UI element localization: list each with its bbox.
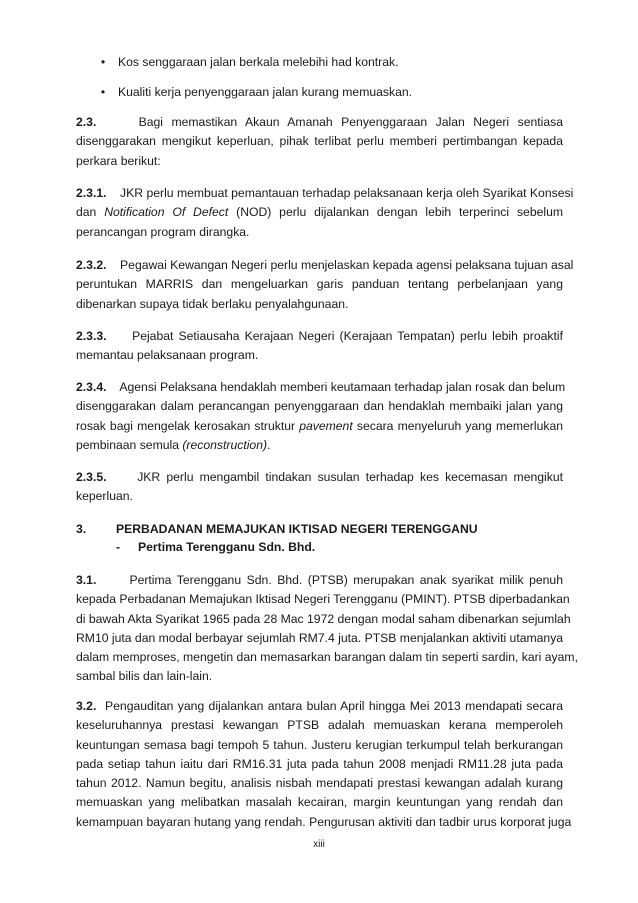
section-number: 3.: [76, 522, 87, 536]
paragraph-2-3: 2.3. Bagi memastikan Akaun Amanah Penyenggaraan Jalan Negeri sentiasa disenggarakan mengikut keperluan, pihak terlibat perlu memberi pertimbangan kepada perkara berikut:: [76, 115, 563, 168]
page-number: xiii: [313, 839, 325, 850]
section-title: PERBADANAN MEMAJUKAN IKTISAD NEGERI TERENGGANU: [116, 522, 478, 536]
paragraph-2-3-4: 2.3.4. Agensi Pelaksana hendaklah memberi keutamaan terhadap jalan rosak dan belum disenggarakan dalam perancangan penyenggaraan dan hendaklah membaiki jalan yang rosak bagi mengelak kerosakan struktur pavement secara menyeluruh yang memerlukan pembinaan semula (reconstruction).: [76, 380, 566, 452]
paragraph-2-3-2: 2.3.2. Pegawai Kewangan Negeri perlu menjelaskan kepada agensi pelaksana tujuan asal peruntukan MARRIS dan mengeluarkan garis panduan tentang perbelanjaan yang dibenarkan supaya tidak berlaku penyalahgunaan.: [76, 258, 574, 311]
paragraph-2-3-3: 2.3.3. Pejabat Setiausaha Kerajaan Negeri (Kerajaan Tempatan) perlu lebih proaktif memantau pelaksanaan program.: [76, 329, 563, 363]
document-page: • Kos senggaraan jalan berkala melebihi had kontrak. • Kualiti kerja penyenggaraan jalan kurang memuaskan. 2.3. Bagi memastikan Akaun Amanah Penyenggaraan Jalan Negeri sentiasa disenggarakan mengikut keperluan, pihak terlibat perlu memberi pertimbangan kepada perkara berikut: 2.3.1. JKR perlu membuat pemantauan terhadap pelaksanaan kerja oleh Syarikat Konsesi dan Notification Of Defect (NOD) perlu dijalankan dengan lebih terperinci sebelum perancangan program dirangka. 2.3.2. Pegawai Kewangan Negeri perlu menjelaskan kepada agensi pelaksana tujuan asal peruntukan MARRIS dan mengeluarkan garis panduan tentang perbelanjaan yang dibenarkan supaya tidak berlaku penyalahgunaan. 2.3.3. Pejabat Setiausaha Kerajaan Negeri (Kerajaan Tempatan) perlu lebih proaktif memantau pelaksanaan program. 2.3.4. Agensi Pelaksana hendaklah memberi keutamaan terhadap jalan rosak dan belum disenggarakan dalam perancangan penyenggaraan dan hendaklah membaiki jalan yang rosak bagi mengelak kerosakan struktur pavement secara menyeluruh yang memerlukan pembinaan semula (reconstruction). 2.3.5. JKR perlu mengambil tindakan susulan terhadap kes kecemasan mengikut keperluan. 3. PERBADANAN MEMAJUKAN IKTISAD NEGERI TERENGGANU - Pertima Terengganu Sdn. Bhd. 3.1. Pertima Terengganu Sdn. Bhd. (PTSB) merupakan anak syarikat milik penuh kepada Perbadanan Memajukan Iktisad Negeri Terengganu (PMINT). PTSB diperbadankan di bawah Akta Syarikat 1965 pada 28 Mac 1972 dengan modal saham dibenarkan sejumlah RM10 juta dan modal berbayar sejumlah RM7.4 juta. PTSB menjalankan aktiviti utamanya dalam memproses, mengetin dan memasarkan barangan dalam tin seperti sardin, kari ayam, sambal bilis dan lain-lain. 3.2. Pengauditan yang dijalankan antara bulan April hingga Mei 2013 mendapati secara keseluruhannya prestasi kewangan PTSB adalah memuaskan kerana memperoleh keuntungan semasa bagi tempoh 5 tahun. Justeru kerugian terkumpul telah berkurangan pada setiap tahun iaitu dari RM16.31 juta pada tahun 2008 menjadi RM11.28 juta pada tahun 2012. Namun begitu, analisis nisbah mendapati prestasi kewangan adalah kurang memuaskan yang melibatkan masalah kecairan, margin keuntungan yang rendah dan kemampuan bayaran hutang yang rendah. Pengurusan aktiviti dan tadbir urus korporat juga xiii: [0, 0, 638, 903]
section-subtitle-dash: -: [116, 540, 121, 554]
bullet-dot-icon: •: [100, 55, 106, 69]
section-subtitle: Pertima Terengganu Sdn. Bhd.: [138, 540, 316, 554]
paragraph-2-3-1: 2.3.1. JKR perlu membuat pemantauan terhadap pelaksanaan kerja oleh Syarikat Konsesi dan Notification Of Defect (NOD) perlu dijalankan dengan lebih terperinci sebelum perancangan program dirangka.: [76, 186, 574, 239]
paragraph-3-2: 3.2. Pengauditan yang dijalankan antara bulan April hingga Mei 2013 mendapati secara keseluruhannya prestasi kewangan PTSB adalah memuaskan kerana memperoleh keuntungan semasa bagi tempoh 5 tahun. Justeru kerugian terkumpul telah berkurangan pada setiap tahun iaitu dari RM16.31 juta pada tahun 2008 menjadi RM11.28 juta pada tahun 2012. Namun begitu, analisis nisbah mendapati prestasi kewangan adalah kurang memuaskan yang melibatkan masalah kecairan, margin keuntungan yang rendah dan kemampuan bayaran hutang yang rendah. Pengurusan aktiviti dan tadbir urus korporat juga: [76, 699, 572, 829]
paragraph-3-1: 3.1. Pertima Terengganu Sdn. Bhd. (PTSB) merupakan anak syarikat milik penuh kepada Perbadanan Memajukan Iktisad Negeri Terengganu (PMINT). PTSB diperbadankan di bawah Akta Syarikat 1965 pada 28 Mac 1972 dengan modal saham dibenarkan sejumlah RM10 juta dan modal berbayar sejumlah RM7.4 juta. PTSB menjalankan aktiviti utamanya dalam memproses, mengetin dan memasarkan barangan dalam tin seperti sardin, kari ayam, sambal bilis dan lain-lain.: [76, 573, 578, 684]
bullet-dot-icon: •: [100, 85, 106, 99]
paragraph-2-3-5: 2.3.5. JKR perlu mengambil tindakan susulan terhadap kes kecemasan mengikut keperluan.: [76, 470, 563, 504]
